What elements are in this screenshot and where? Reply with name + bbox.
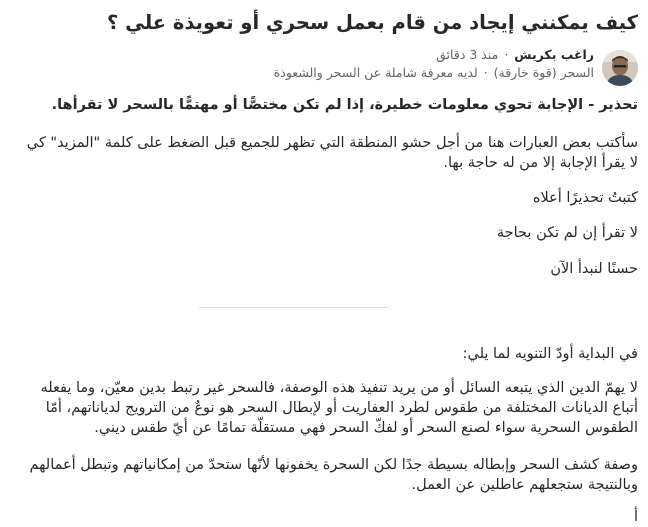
answer-paragraph: سأكتب بعض العبارات هنا من أجل حشو المنطقة التي تظهر للجميع قبل الضغط على كلمة "المزيد" كي لا يقرأ الإجابة إلا من له حاجة بها. bbox=[26, 135, 638, 171]
answer-paragraph: كتبتُ تحذيرًا أعلاه bbox=[532, 190, 638, 206]
answer-paragraph: لا تقرأ إن لم تكن بحاجة bbox=[496, 225, 638, 241]
warning-text: تحذير - الإجابة تحوي معلومات خطيرة، إذا لم تكن مختصًّا أو مهتمًّا بالسحر لا تقرأها. bbox=[51, 97, 638, 113]
question-title[interactable]: كيف يمكنني إيجاد من قام بعمل سحري أو تعويذة علي ؟ bbox=[106, 11, 638, 34]
credential-topic[interactable]: السحر (قوة خارقة) bbox=[493, 65, 594, 80]
separator-dot: · bbox=[483, 65, 488, 80]
credential-line bbox=[14, 64, 594, 82]
user-avatar-icon bbox=[602, 50, 638, 86]
author-line bbox=[14, 46, 594, 64]
answer-paragraph: لا يهمّ الدين الذي يتبعه السائل أو من يريد تنفيذ هذه الوصفة، فالسحر غير رتبط بدين معيّن، وما يفعله أتباع الديانات المختلفة من طقوس لطرد العفاريت أو لإبطال السحر هو نوعٌ من الترويج لدياناتهم، أمّا الطقوس السحرية سواء لصنع السحر أو لفكّ السحر فهي مستقلّة تمامًا عن أيّ طقس ديني. bbox=[40, 380, 638, 436]
answer-paragraph: أ bbox=[633, 509, 638, 525]
avatar[interactable] bbox=[602, 50, 638, 86]
answer-time[interactable]: منذ 3 دقائق bbox=[436, 47, 499, 62]
answer-paragraph: وصفة كشف السحر وإبطاله بسيطة جدًا لكن السحرة يخفونها لأنّها ستحدّ من إمكانياتهم وتبطل أعمالهم وبالنتيجة ستجعلهم عاطلين عن العمل. bbox=[29, 457, 638, 493]
author-row bbox=[10, 46, 638, 86]
answer-paragraph: حسنًا لنبدأ الآن bbox=[550, 261, 638, 277]
separator-dot: · bbox=[504, 47, 509, 62]
author-name[interactable]: راغب بكريش bbox=[514, 47, 594, 62]
section-divider bbox=[199, 307, 389, 308]
credential-knowledge[interactable]: لديه معرفة شاملة عن السحر والشعوذة bbox=[273, 65, 478, 80]
author-meta bbox=[14, 46, 594, 82]
answer-paragraph: في البداية أودّ التنويه لما يلي: bbox=[462, 346, 638, 362]
